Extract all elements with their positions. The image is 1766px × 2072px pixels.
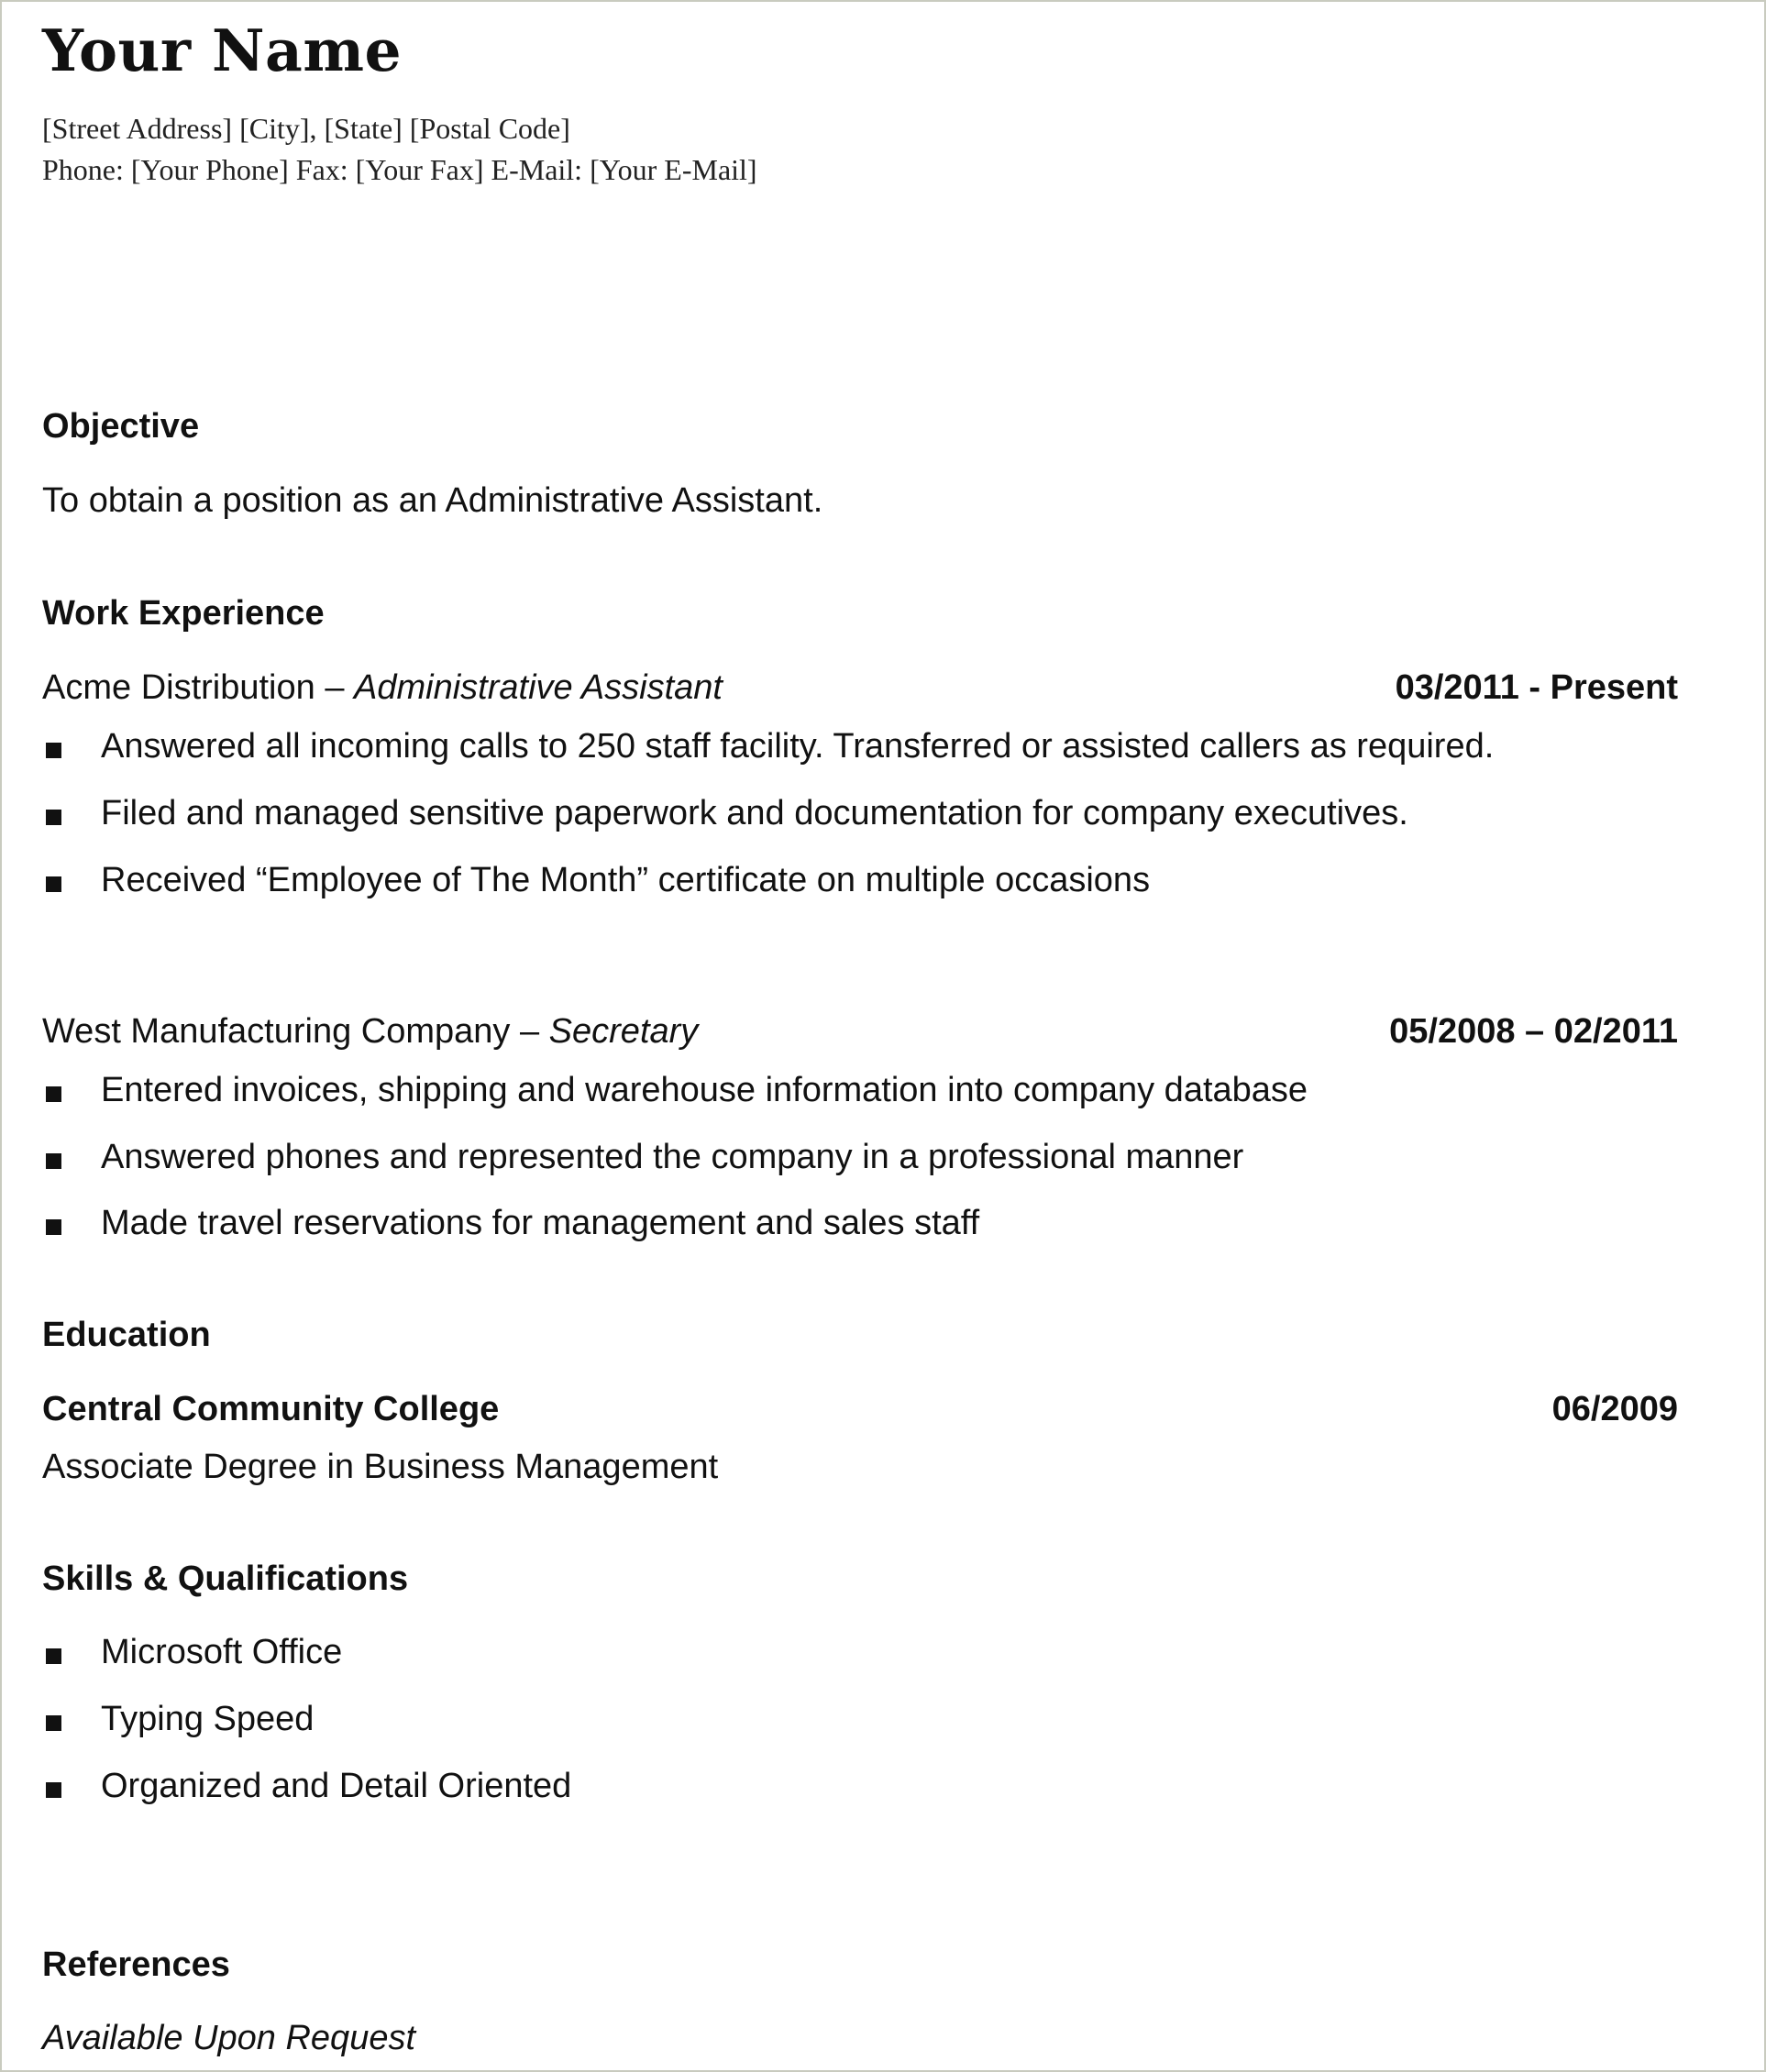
- contact-line: Phone: [Your Phone] Fax: [Your Fax] E-Mail: [Your E-Mail]: [42, 153, 757, 186]
- skills-heading: Skills & Qualifications: [42, 1560, 409, 1598]
- education-date: 06/2009: [1551, 1390, 1678, 1428]
- bullet-text: Entered invoices, shipping and warehouse information into company database: [101, 1071, 1308, 1109]
- job-entry: [42, 668, 723, 708]
- skill-text: Microsoft Office: [101, 1633, 343, 1671]
- references-text: Available Upon Request: [42, 2019, 416, 2057]
- skill-text: Organized and Detail Oriented: [101, 1767, 572, 1805]
- square-bullet-icon: [46, 1153, 61, 1169]
- square-bullet-icon: [46, 1086, 61, 1102]
- job-company: West Manufacturing Company –: [42, 1012, 549, 1051]
- job-title: Administrative Assistant: [354, 668, 723, 707]
- bullet-text: Filed and managed sensitive paperwork and documentation for company executives.: [101, 794, 1408, 832]
- job-entry: [42, 1012, 698, 1052]
- square-bullet-icon: [46, 810, 61, 825]
- address-line: [Street Address] [City], [State] [Postal Code]: [42, 112, 570, 145]
- work-experience-heading: Work Experience: [42, 594, 325, 633]
- bullet-text: Received “Employee of The Month” certificate on multiple occasions: [101, 861, 1151, 899]
- education-degree: Associate Degree in Business Management: [42, 1448, 719, 1486]
- square-bullet-icon: [46, 743, 61, 758]
- square-bullet-icon: [46, 1715, 61, 1731]
- square-bullet-icon: [46, 1782, 61, 1798]
- education-school: Central Community College: [42, 1390, 500, 1428]
- skill-text: Typing Speed: [101, 1700, 315, 1738]
- job-dates: 05/2008 – 02/2011: [1389, 1012, 1678, 1051]
- objective-heading: Objective: [42, 407, 200, 446]
- job-company: Acme Distribution –: [42, 668, 355, 707]
- objective-text: To obtain a position as an Administrative Assistant.: [42, 481, 823, 520]
- square-bullet-icon: [46, 1648, 61, 1664]
- square-bullet-icon: [46, 1219, 61, 1235]
- education-heading: Education: [42, 1316, 211, 1354]
- bullet-text: Answered all incoming calls to 250 staff facility. Transferred or assisted callers as required.: [101, 727, 1495, 766]
- square-bullet-icon: [46, 876, 61, 892]
- job-title: Secretary: [548, 1012, 699, 1051]
- bullet-text: Made travel reservations for management and sales staff: [101, 1204, 980, 1242]
- job-dates: 03/2011 - Present: [1395, 668, 1678, 707]
- resume-name: Your Name: [42, 17, 403, 84]
- bullet-text: Answered phones and represented the company in a professional manner: [101, 1138, 1244, 1176]
- references-heading: References: [42, 1945, 230, 1984]
